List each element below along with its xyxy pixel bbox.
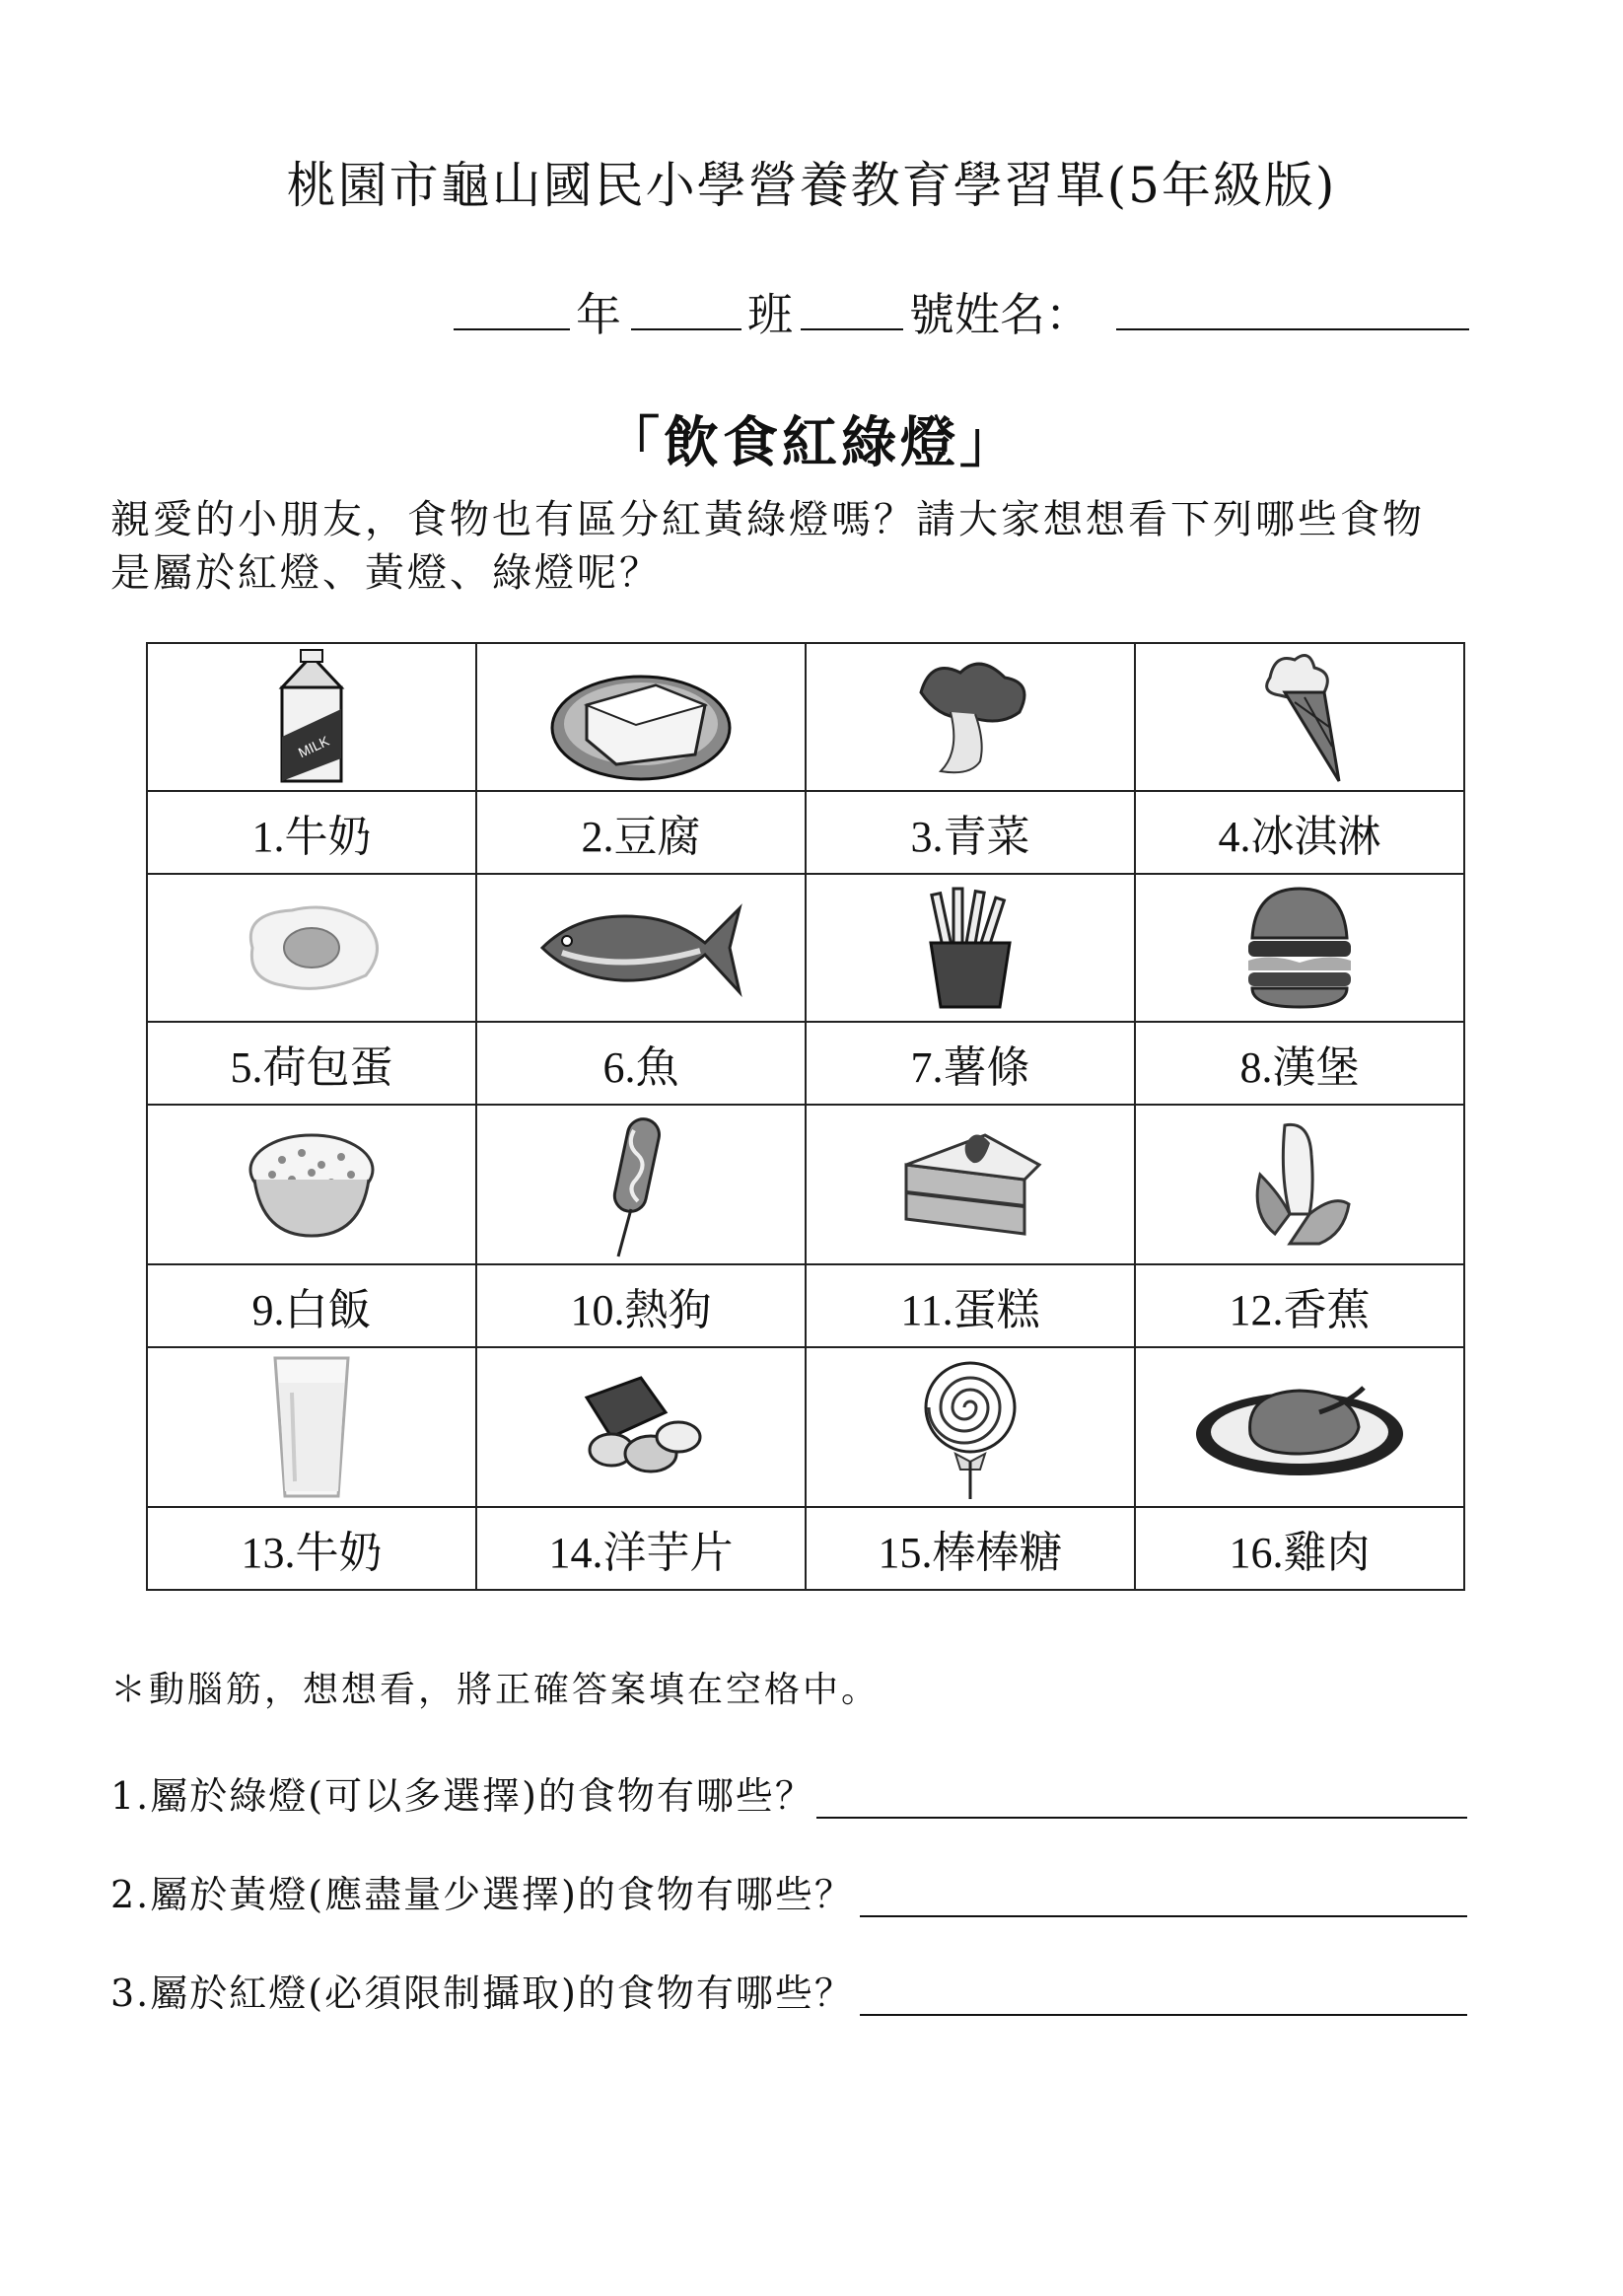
french-fries-icon (916, 884, 1024, 1012)
instruction-note: ＊動腦筋，想想看，將正確答案填在空格中。 (110, 1670, 881, 1710)
milk-glass-icon (267, 1353, 356, 1501)
food-image-cell (1135, 874, 1464, 1022)
class-blank[interactable] (631, 328, 741, 330)
food-label: 10.熱狗 (476, 1264, 806, 1347)
answer-3-line[interactable] (860, 2014, 1467, 2016)
question-1 (110, 1765, 1467, 1825)
student-info-line (454, 279, 1469, 341)
food-image-cell (147, 1105, 476, 1264)
roast-chicken-icon (1191, 1373, 1408, 1481)
intro-line-2: 是屬於紅燈、黃燈、綠燈呢？ (110, 550, 662, 596)
food-image-cell (147, 643, 476, 791)
grade-label: 年 (576, 288, 621, 341)
answer-2-line[interactable] (860, 1915, 1467, 1917)
question-3-text: 3.屬於紅燈(必須限制攝取)的食物有哪些？ (110, 1972, 854, 2015)
food-image-cell (1135, 1347, 1464, 1507)
rice-bowl-icon (243, 1125, 381, 1244)
potato-chips-icon (572, 1373, 710, 1481)
food-image-cell (806, 1347, 1135, 1507)
food-label: 12.香蕉 (1135, 1264, 1464, 1347)
food-label: 9.白飯 (147, 1264, 476, 1347)
question-2 (110, 1864, 1467, 1923)
worksheet-title: 桃園市龜山國民小學營養教育學習單(5年級版) (286, 157, 1337, 214)
food-image-cell (476, 874, 806, 1022)
vegetable-icon (901, 653, 1039, 781)
banana-icon (1240, 1115, 1359, 1254)
food-image-cell (1135, 643, 1464, 791)
question-1-text: 1.屬於綠燈(可以多選擇)的食物有哪些？ (110, 1774, 814, 1818)
ice-cream-icon (1245, 648, 1354, 786)
fried-egg-icon (233, 898, 390, 997)
milk-carton-icon (267, 648, 356, 786)
food-label: 14.洋芋片 (476, 1507, 806, 1590)
food-label: 7.薯條 (806, 1022, 1135, 1105)
lollipop-icon (916, 1353, 1024, 1501)
food-label: 15.棒棒糖 (806, 1507, 1135, 1590)
food-image-cell (806, 874, 1135, 1022)
food-table (146, 642, 1465, 1591)
food-image-cell (806, 643, 1135, 791)
food-label: 5.荷包蛋 (147, 1022, 476, 1105)
worksheet-subtitle: 「飲食紅綠燈」 (604, 410, 1019, 475)
food-label: 4.冰淇淋 (1135, 791, 1464, 874)
food-label: 11.蛋糕 (806, 1264, 1135, 1347)
food-image-cell (806, 1105, 1135, 1264)
hamburger-icon (1240, 884, 1359, 1012)
food-image-cell (147, 874, 476, 1022)
grade-blank[interactable] (454, 328, 570, 330)
food-label: 1.牛奶 (147, 791, 476, 874)
food-image-cell (476, 1347, 806, 1507)
food-label: 13.牛奶 (147, 1507, 476, 1590)
food-image-cell (147, 1347, 476, 1507)
cake-icon (896, 1125, 1044, 1244)
class-label: 班 (747, 288, 793, 341)
tofu-icon (547, 651, 735, 784)
intro-paragraph (110, 493, 1491, 600)
svg-text:MILK: MILK (295, 732, 332, 761)
food-label: 3.青菜 (806, 791, 1135, 874)
intro-line-1: 親愛的小朋友，食物也有區分紅黃綠燈嗎？請大家想想看下列哪些食物 (110, 497, 1425, 542)
number-name-label: 號姓名： (909, 288, 1091, 341)
food-label: 2.豆腐 (476, 791, 806, 874)
answer-1-line[interactable] (816, 1817, 1467, 1819)
fish-icon (532, 894, 749, 1002)
hot-dog-icon (597, 1111, 685, 1258)
food-label: 6.魚 (476, 1022, 806, 1105)
food-image-cell (476, 643, 806, 791)
food-image-cell (1135, 1105, 1464, 1264)
food-image-cell (476, 1105, 806, 1264)
question-3 (110, 1963, 1467, 2022)
food-label: 16.雞肉 (1135, 1507, 1464, 1590)
question-2-text: 2.屬於黃燈(應盡量少選擇)的食物有哪些？ (110, 1873, 854, 1916)
food-label: 8.漢堡 (1135, 1022, 1464, 1105)
name-blank[interactable] (1116, 328, 1469, 330)
number-blank[interactable] (801, 328, 903, 330)
